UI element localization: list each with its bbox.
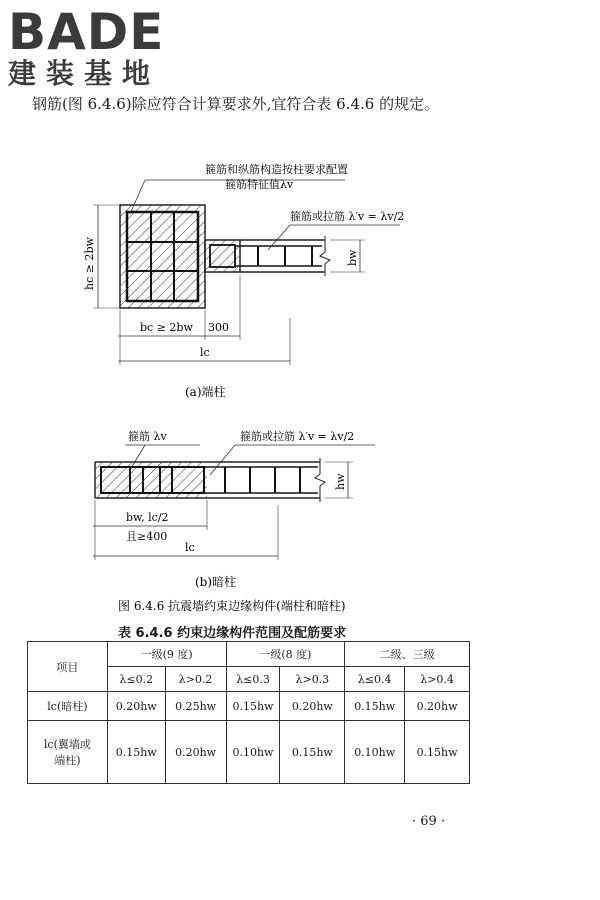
table-cell: 0.20hw (107, 692, 165, 721)
fig-a-dim-hc: hc ≥ 2bw (83, 237, 96, 290)
table-row (28, 692, 470, 721)
table-item-header: 项目 (28, 642, 108, 692)
table-subheader: λ>0.2 (165, 667, 226, 692)
fig-b-dim-bw2: 且≥400 (126, 530, 168, 543)
table-cell: 0.20hw (165, 721, 226, 784)
logo-word: BADE (8, 3, 165, 61)
table-group-header: 二级、三级 (345, 642, 470, 667)
table-subheader: λ≤0.4 (345, 667, 405, 692)
table-cell: 0.15hw (107, 721, 165, 784)
table-header-row (28, 642, 470, 667)
table-row-label: lc(暗柱) (28, 692, 108, 721)
fig-a-label-top2: 箍筋特征值λv (225, 178, 294, 191)
fig-a-dim-bw: bw (346, 249, 359, 266)
table-subheader: λ≤0.3 (226, 667, 280, 692)
page-number: · 69 · (412, 814, 446, 829)
fig-b-label-tie: 箍筋或拉筋 λ′v = λv/2 (240, 430, 355, 443)
figure-caption: 图 6.4.6 抗震墙约束边缘构件(端柱和暗柱) (118, 599, 346, 613)
table-cell: 0.15hw (280, 721, 345, 784)
fig-b-dim-bw1: bw, lc/2 (126, 511, 169, 524)
table-group-header: 一级(8 度) (226, 642, 345, 667)
fig-a-label-top1: 箍筋和纵筋构造按柱要求配置 (205, 163, 348, 176)
fig-a-dim-bc: bc ≥ 2bw (140, 321, 193, 334)
spec-table (27, 641, 470, 784)
table-cell: 0.10hw (226, 721, 280, 784)
table-cell: 0.15hw (226, 692, 280, 721)
table-subheader: λ>0.3 (280, 667, 345, 692)
figure-b-hidden-column (93, 429, 375, 589)
table-title: 表 6.4.6 约束边缘构件范围及配筋要求 (118, 626, 347, 641)
table-group-header: 一级(9 度) (107, 642, 226, 667)
figure-a-end-column (83, 162, 404, 399)
fig-b-label-stirrup: 箍筋 λv (128, 430, 167, 443)
fig-b-dim-hw: hw (334, 473, 347, 490)
table-cell: 0.15hw (345, 692, 405, 721)
body-paragraph: 钢筋(图 6.4.6)除应符合计算要求外,宜符合表 6.4.6 的规定。 (32, 95, 440, 113)
table-row (28, 721, 470, 784)
table-cell: 0.20hw (405, 692, 470, 721)
table-cell: 0.25hw (165, 692, 226, 721)
table-cell: 0.10hw (345, 721, 405, 784)
fig-a-label-tie: 箍筋或拉筋 λ′v = λv/2 (290, 210, 405, 223)
fig-a-caption: (a)端柱 (185, 385, 226, 399)
table-subheader: λ>0.4 (405, 667, 470, 692)
fig-b-caption: (b)暗柱 (195, 575, 237, 589)
fig-a-dim-lc: lc (200, 346, 210, 359)
table-subheader: λ≤0.2 (107, 667, 165, 692)
table-row-label: lc(翼墙或端柱) (28, 721, 108, 784)
table-cell: 0.15hw (405, 721, 470, 784)
fig-b-dim-lc: lc (185, 541, 195, 554)
table-cell: 0.20hw (280, 692, 345, 721)
logo-chinese: 建装基地 (8, 57, 161, 90)
fig-a-dim-300: 300 (208, 321, 229, 334)
